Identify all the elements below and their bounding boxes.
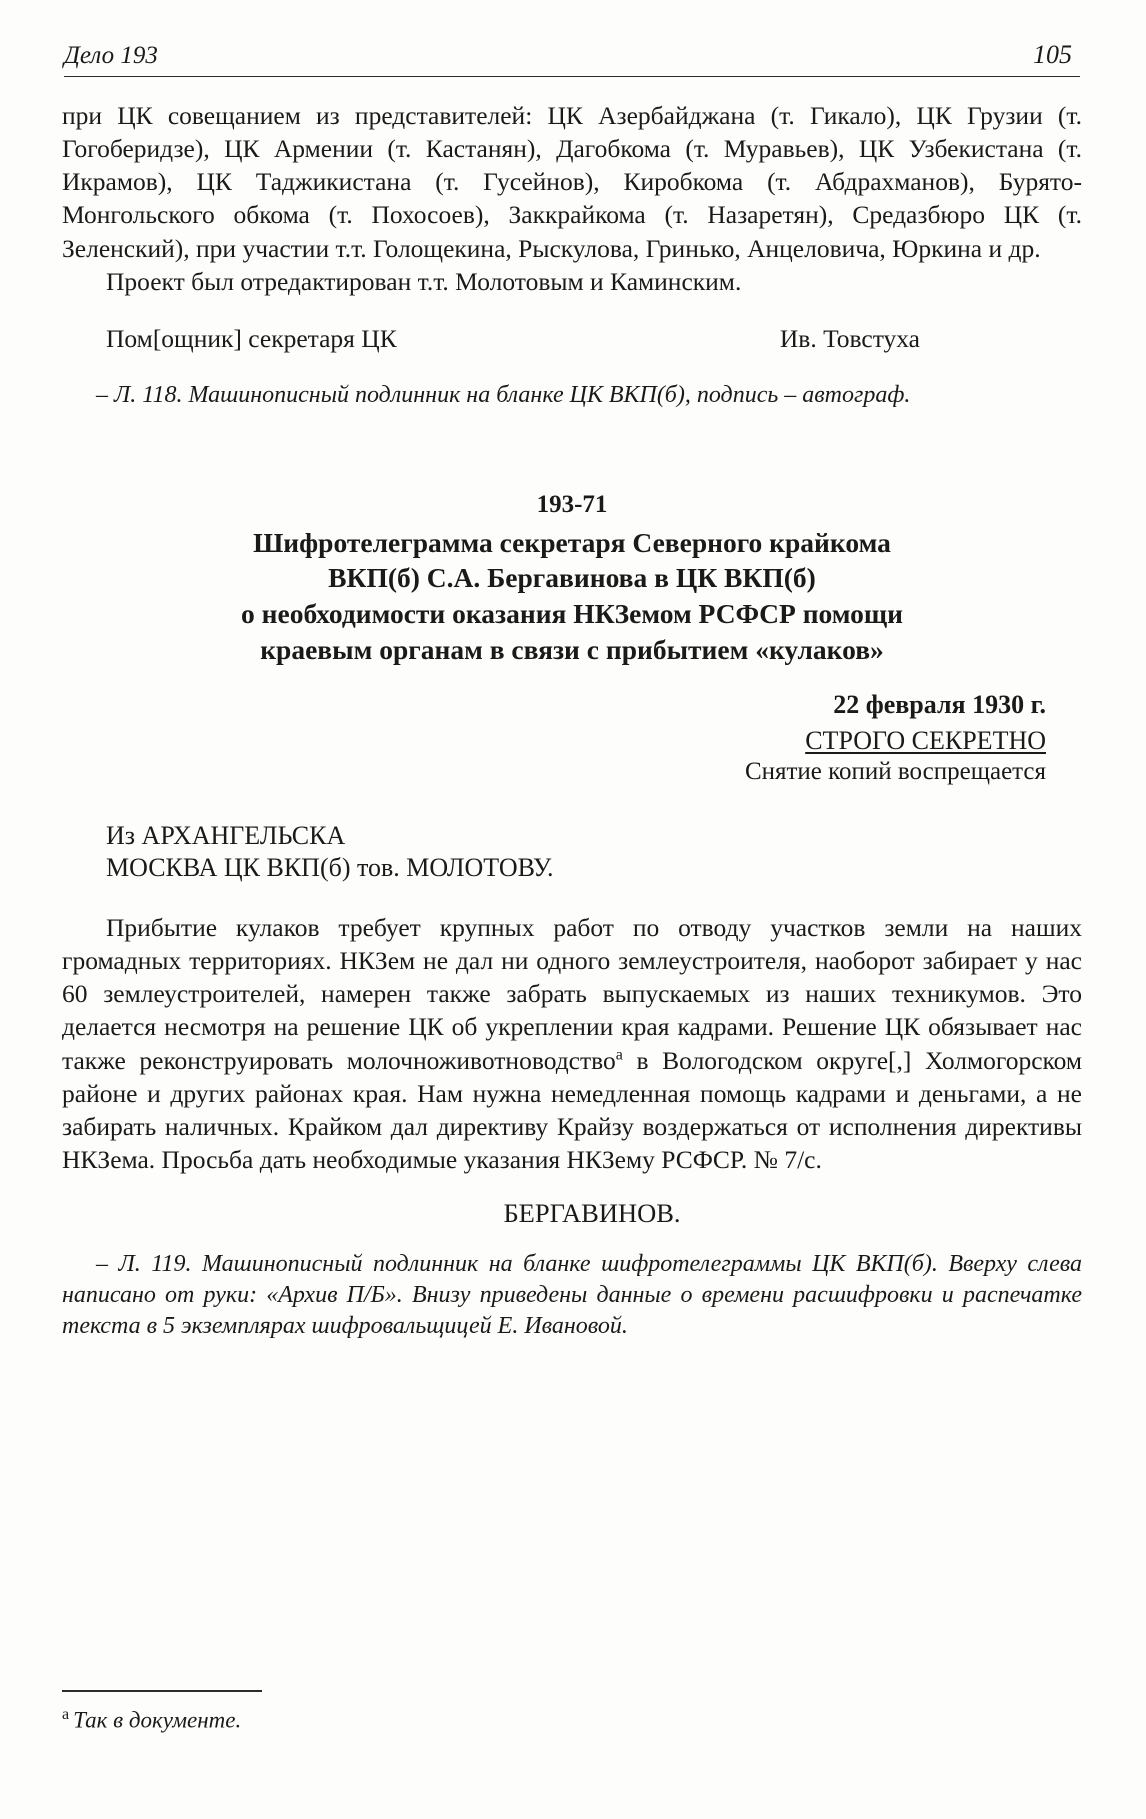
telegram-body-part-2: в Вологодском округе[,] Холмогорском районе и других районах края. Нам нужна немедленная помощь кадрами и деньгами, а не забирать наличных. Крайком дал директиву Крайзу воздержаться от исполнения директивы НКЗема. Просьба дать необходимые указания НКЗему РСФСР. № 7/с. xyxy=(62,1045,1083,1175)
continued-paragraph: при ЦК совещанием из представителей: ЦК Азербайджана (т. Гикало), ЦК Грузии (т. Гогоберидзе), ЦК Армении (т. Кастанян), Дагобкома (т. Муравьев), ЦК Узбекистана (т. Икрамов), ЦК Таджикистана (т. Гусейнов), Киробкома (т. Абдрахманов), Бурято-Монгольского обкома (т. Похосоев), Заккрайкома (т. Назаретян), Средазбюро ЦК (т. Зеленский), при участии т.т. Голощекина, Рыскулова, Гринько, Анцеловича, Юркина и др. xyxy=(62,101,1082,263)
signature-name: Ив. Товстуха xyxy=(779,323,920,353)
telegram-body xyxy=(62,911,1082,1176)
telegram-from: Из АРХАНГЕЛЬСКА xyxy=(106,820,346,850)
archival-note-current: – Л. 119. Машинописный подлинник на бланке шифротелеграммы ЦК ВКП(б). Вверху слева написано от руки: «Архив П/Б». Внизу приведены данные о времени расшифровки и распечатке текста в 5 экземплярах шифровальщицей Е. Ивановой. xyxy=(62,1251,1082,1339)
footnote xyxy=(62,1706,241,1734)
page-number: 105 xyxy=(1033,40,1072,69)
document-title-line-3: о необходимости оказания НКЗемом РСФСР помощи xyxy=(241,598,903,630)
header-rule xyxy=(64,76,1080,77)
document-number: 193-71 xyxy=(536,490,608,518)
secrecy-stamp-text: СТРОГО СЕКРЕТНО xyxy=(805,725,1046,755)
document-title-line-1: Шифротелеграмма секретаря Северного крайкома xyxy=(253,526,891,558)
running-head xyxy=(62,40,1082,74)
document-date: 22 февраля 1930 г. xyxy=(833,689,1046,719)
archival-note-previous: – Л. 118. Машинописный подлинник на бланке ЦК ВКП(б), подпись – автограф. xyxy=(96,381,911,408)
previous-signature-row xyxy=(62,324,1082,354)
document-title xyxy=(62,525,1082,668)
folder-label: Дело 193 xyxy=(64,42,158,69)
footnote-rule xyxy=(62,1690,262,1692)
document-title-line-4: краевым органам в связи с прибытием «кулаков» xyxy=(260,633,884,665)
signature-position: Пом[ощник] секретаря ЦК xyxy=(106,323,397,353)
telegram-signoff: БЕРГАВИНОВ. xyxy=(503,1198,681,1229)
no-copies-notice: Снятие копий воспрещается xyxy=(744,757,1046,785)
footnote-marker-inline: а xyxy=(615,1046,623,1064)
document-title-line-2: ВКП(б) С.А. Бергавинова в ЦК ВКП(б) xyxy=(328,562,816,594)
page-content xyxy=(62,40,1082,1341)
telegram-body-part-1: Прибытие кулаков требует крупных работ по отводу участков земли на наших громадных территориях. НКЗем не дал ни одного землеустроителя, наоборот забирает у нас 60 землеустроителей, намерен также забрать выпускаемых из наших техникумов. Это делается несмотря на решение ЦК об укреплении края кадрами. Решение ЦК обязывает нас также реконструировать молочноживотноводство xyxy=(62,913,1082,1075)
secrecy-stamp xyxy=(62,726,1046,756)
continued-paragraph-2: Проект был отредактирован т.т. Молотовым и Каминским. xyxy=(106,266,742,296)
footnote-text: Так в документе. xyxy=(73,1707,242,1733)
footnote-marker: а xyxy=(62,1706,70,1723)
telegram-to: МОСКВА ЦК ВКП(б) тов. МОЛОТОВУ. xyxy=(106,853,554,883)
